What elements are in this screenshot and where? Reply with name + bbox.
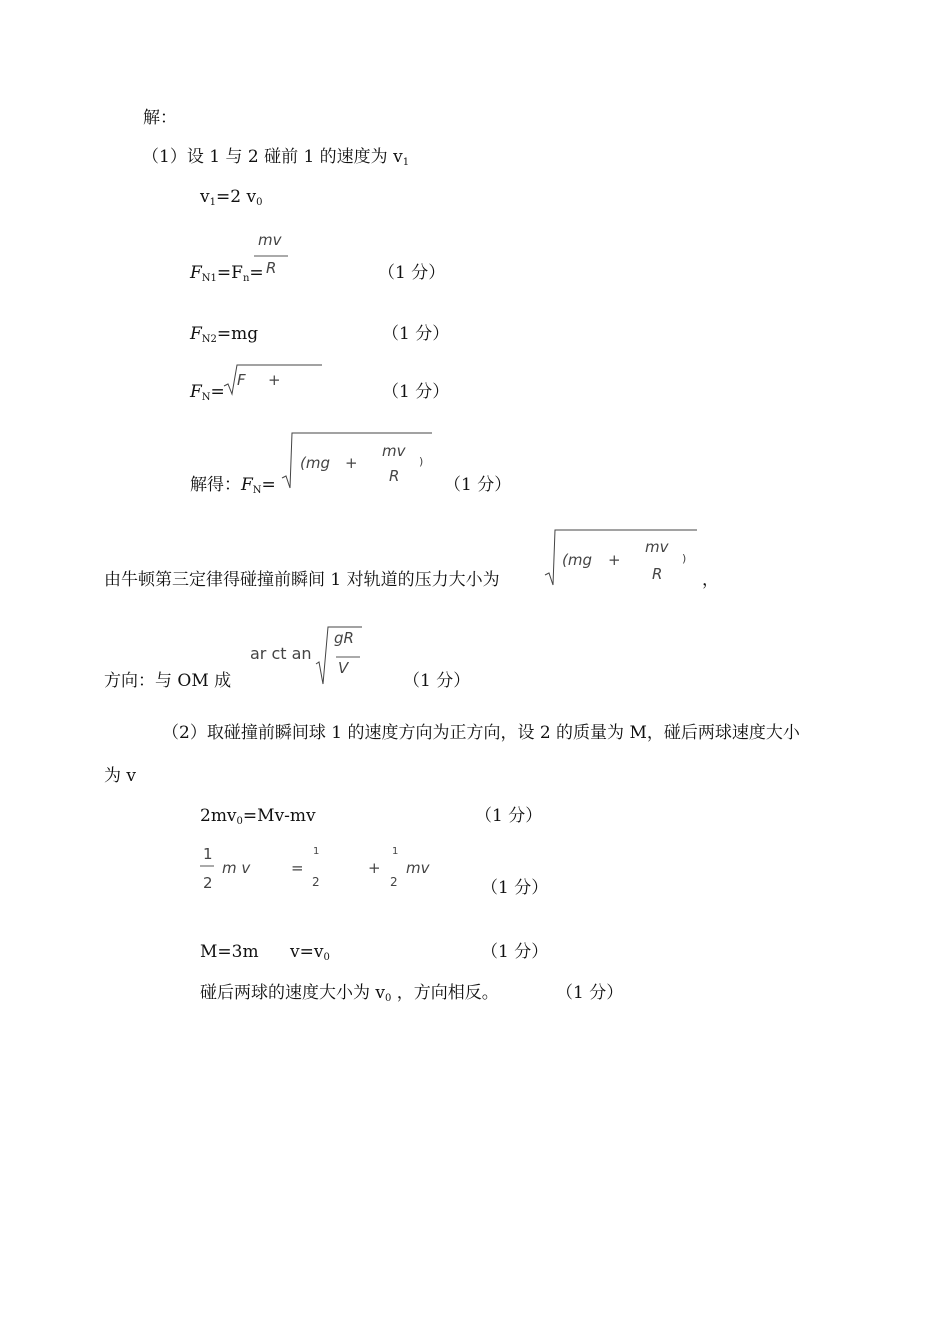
- fn-radical-term: F: [237, 371, 246, 389]
- score-momentum: （1 分）: [475, 806, 543, 826]
- direction-numerator: gR: [334, 629, 354, 647]
- intro-label: 解：: [143, 108, 177, 128]
- energy-half-bar: [199, 864, 219, 868]
- result-velocity: $v=v_0$: [290, 942, 330, 963]
- part2-heading: （2）取碰撞前瞬间球 1 的速度方向为正方向，设 2 的质量为 M，碰后两球速度大小: [162, 723, 800, 743]
- eq-momentum: $2mv_0=Mv-mv$: [200, 806, 316, 827]
- part2-heading-cont: 为 v: [104, 766, 137, 786]
- score-fn2: （1 分）: [382, 324, 450, 344]
- energy-equals: =: [291, 859, 304, 877]
- newton-rad-close: ): [682, 552, 687, 565]
- energy-plus: +: [368, 859, 381, 877]
- energy-rhs-den: 2: [390, 875, 398, 889]
- energy-lhs: m v: [222, 859, 251, 877]
- energy-mid-den: 2: [312, 875, 320, 889]
- part1-heading: （1）设 1 与 2 碰前 1 的速度为 $v_1$: [142, 147, 410, 168]
- score-solve: （1 分）: [444, 475, 512, 495]
- energy-half-num: 1: [203, 845, 213, 863]
- energy-half-den: 2: [203, 874, 213, 892]
- fn1-frac-denominator: R: [266, 259, 277, 277]
- score-result: （1 分）: [481, 942, 549, 962]
- newton-rad-mg: (mg: [562, 551, 592, 569]
- score-conclusion: （1 分）: [556, 983, 624, 1003]
- fn1-fraction-bar: [252, 254, 292, 258]
- eq-fn: $F_N=$: [190, 382, 225, 403]
- newton-rad-numerator: mv: [645, 538, 669, 556]
- eq-fn1: $F_{N1}=F_n=$: [190, 263, 264, 284]
- newton-comma: ，: [702, 570, 719, 590]
- eq-solve: 解得：$F_N=$: [190, 475, 276, 496]
- fn-radical-plus: +: [268, 371, 281, 389]
- newton-rad-plus: +: [608, 551, 621, 569]
- solve-rad-close: ): [419, 455, 424, 468]
- energy-mid-num: 1: [313, 846, 320, 857]
- newton-statement: 由牛顿第三定律得碰撞前瞬间 1 对轨道的压力大小为: [104, 570, 500, 590]
- energy-rhs: mv: [406, 859, 430, 877]
- fn1-frac-numerator: mv: [258, 231, 282, 249]
- direction-arctan: ar ct an: [250, 644, 312, 663]
- result-mass: M=3m: [200, 942, 259, 962]
- solve-rad-numerator: mv: [382, 442, 406, 460]
- eq-v1: $v_1=2$ $v_0$: [200, 187, 263, 208]
- direction-label: 方向：与 OM 成: [104, 671, 232, 691]
- conclusion: 碰后两球的速度大小为 $v_0$ ，方向相反。: [200, 983, 499, 1004]
- solve-rad-denominator: R: [389, 467, 400, 485]
- energy-rhs-num: 1: [392, 846, 399, 857]
- score-fn1: （1 分）: [378, 263, 446, 283]
- solve-rad-plus: +: [345, 454, 358, 472]
- solve-rad-mg: (mg: [300, 454, 330, 472]
- score-direction: （1 分）: [403, 671, 471, 691]
- score-fn: （1 分）: [382, 382, 450, 402]
- eq-fn2: $F_{N2}=mg$: [190, 324, 259, 345]
- score-energy: （1 分）: [481, 878, 549, 898]
- newton-rad-denominator: R: [652, 565, 663, 583]
- direction-denominator: V: [338, 659, 349, 677]
